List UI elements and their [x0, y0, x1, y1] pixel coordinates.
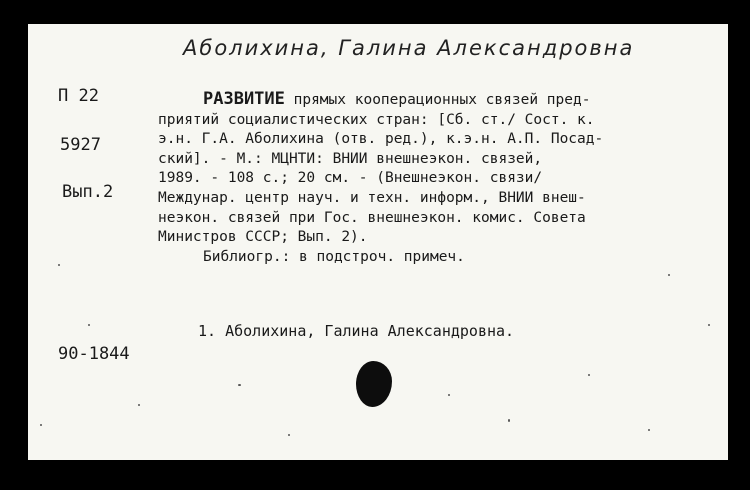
issue-label: Вып.2 — [62, 182, 114, 202]
body-line: РАЗВИТИЕ прямых кооперационных связей пред- — [203, 89, 591, 109]
body-line: неэкон. связей при Гос. внешнеэкон. комис. Совета — [158, 209, 586, 226]
catalog-card — [28, 24, 728, 460]
inventory-number: 90-1844 — [58, 344, 130, 364]
body-line: э.н. Г.А. Аболихина (отв. ред.), к.э.н. А.П. Посад- — [158, 131, 604, 148]
ink-blot — [356, 361, 392, 407]
body-line: приятий социалистических стран: [Сб. ст./ Сост. к. — [158, 111, 595, 128]
body-line: Министров СССР; Вып. 2). — [158, 229, 368, 246]
body-line: Библиогр.: в подстроч. примеч. — [203, 248, 465, 265]
body-line: ский]. - М.: МЦНТИ: ВНИИ внешнеэкон. связей, — [158, 150, 543, 167]
body-line: Междунар. центр науч. и техн. информ., ВНИИ внеш- — [158, 189, 586, 206]
handwritten-heading: Аболихина, Галина Александровна — [183, 36, 635, 60]
call-number-1: П 22 — [58, 86, 99, 106]
call-number-2: 5927 — [60, 135, 101, 155]
bibliographic-description — [158, 90, 718, 267]
added-entry: 1. Аболихина, Галина Александровна. — [198, 322, 515, 340]
body-line: 1989. - 108 с.; 20 см. - (Внешнеэкон. связи/ — [158, 170, 543, 187]
